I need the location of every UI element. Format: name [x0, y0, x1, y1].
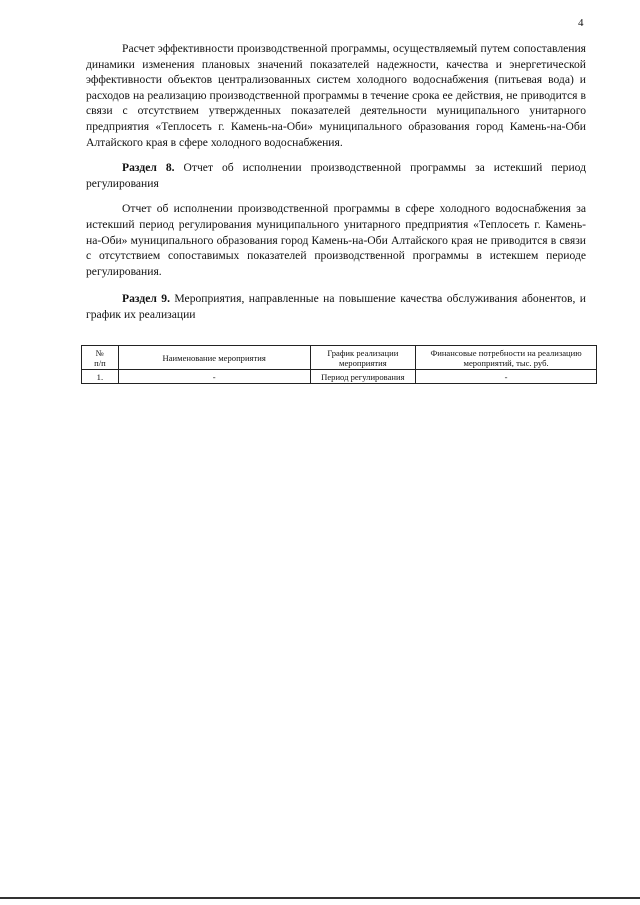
- section-9-heading: [86, 291, 586, 322]
- cell-name: -: [118, 370, 310, 384]
- section-8-title: Отчет об исполнении производственной программы за истекший период регулирования: [86, 161, 587, 190]
- table-row: [82, 370, 597, 384]
- document-body: [86, 41, 586, 323]
- header-number: № п/п: [82, 346, 119, 370]
- page-number: 4: [578, 17, 584, 29]
- section-9-title: Мероприятия, направленные на повышение качества обслуживания абонентов, и график их реализации: [86, 292, 586, 321]
- cell-schedule: Период регулирования: [310, 370, 416, 384]
- spacer: [86, 279, 586, 291]
- cell-finance: -: [416, 370, 597, 384]
- events-table: [81, 345, 597, 384]
- header-schedule: График реализации мероприятия: [310, 346, 416, 370]
- header-name: Наименование мероприятия: [118, 346, 310, 370]
- scan-bottom-edge: [0, 897, 640, 899]
- section-9-label: Раздел 9.: [122, 292, 170, 306]
- table-header-row: [82, 346, 597, 370]
- section-8-heading: [86, 160, 586, 191]
- cell-number: 1.: [82, 370, 119, 384]
- section-8-label: Раздел 8.: [122, 161, 175, 175]
- paragraph-efficiency: Расчет эффективности производственной программы, осуществляемый путем сопоставления динамики изменения плановых значений показателей надежности, качества и энергетической эффективности объектов централизованных систем холодного водоснабжения (питьевая вода) и расходов на реализацию производственной программы в течение срока ее действия, не приводится в связи с отсутствием утвержденных показателей деятельности муниципального унитарного предприятия «Теплосеть г. Камень-на-Оби» муниципального образования город Камень-на-Оби Алтайского края в сфере холодного водоснабжения.: [86, 42, 586, 149]
- header-finance: Финансовые потребности на реализацию мероприятий, тыс. руб.: [416, 346, 597, 370]
- paragraph-report: Отчет об исполнении производственной программы в сфере холодного водоснабжения за истекший период регулирования муниципального унитарного предприятия «Теплосеть г. Камень-на-Оби» муниципального образования город Камень-на-Оби Алтайского края не приводится в связи с отсутствием сопоставимых показателей производственной программы в истекшем периоде регулирования.: [86, 202, 586, 278]
